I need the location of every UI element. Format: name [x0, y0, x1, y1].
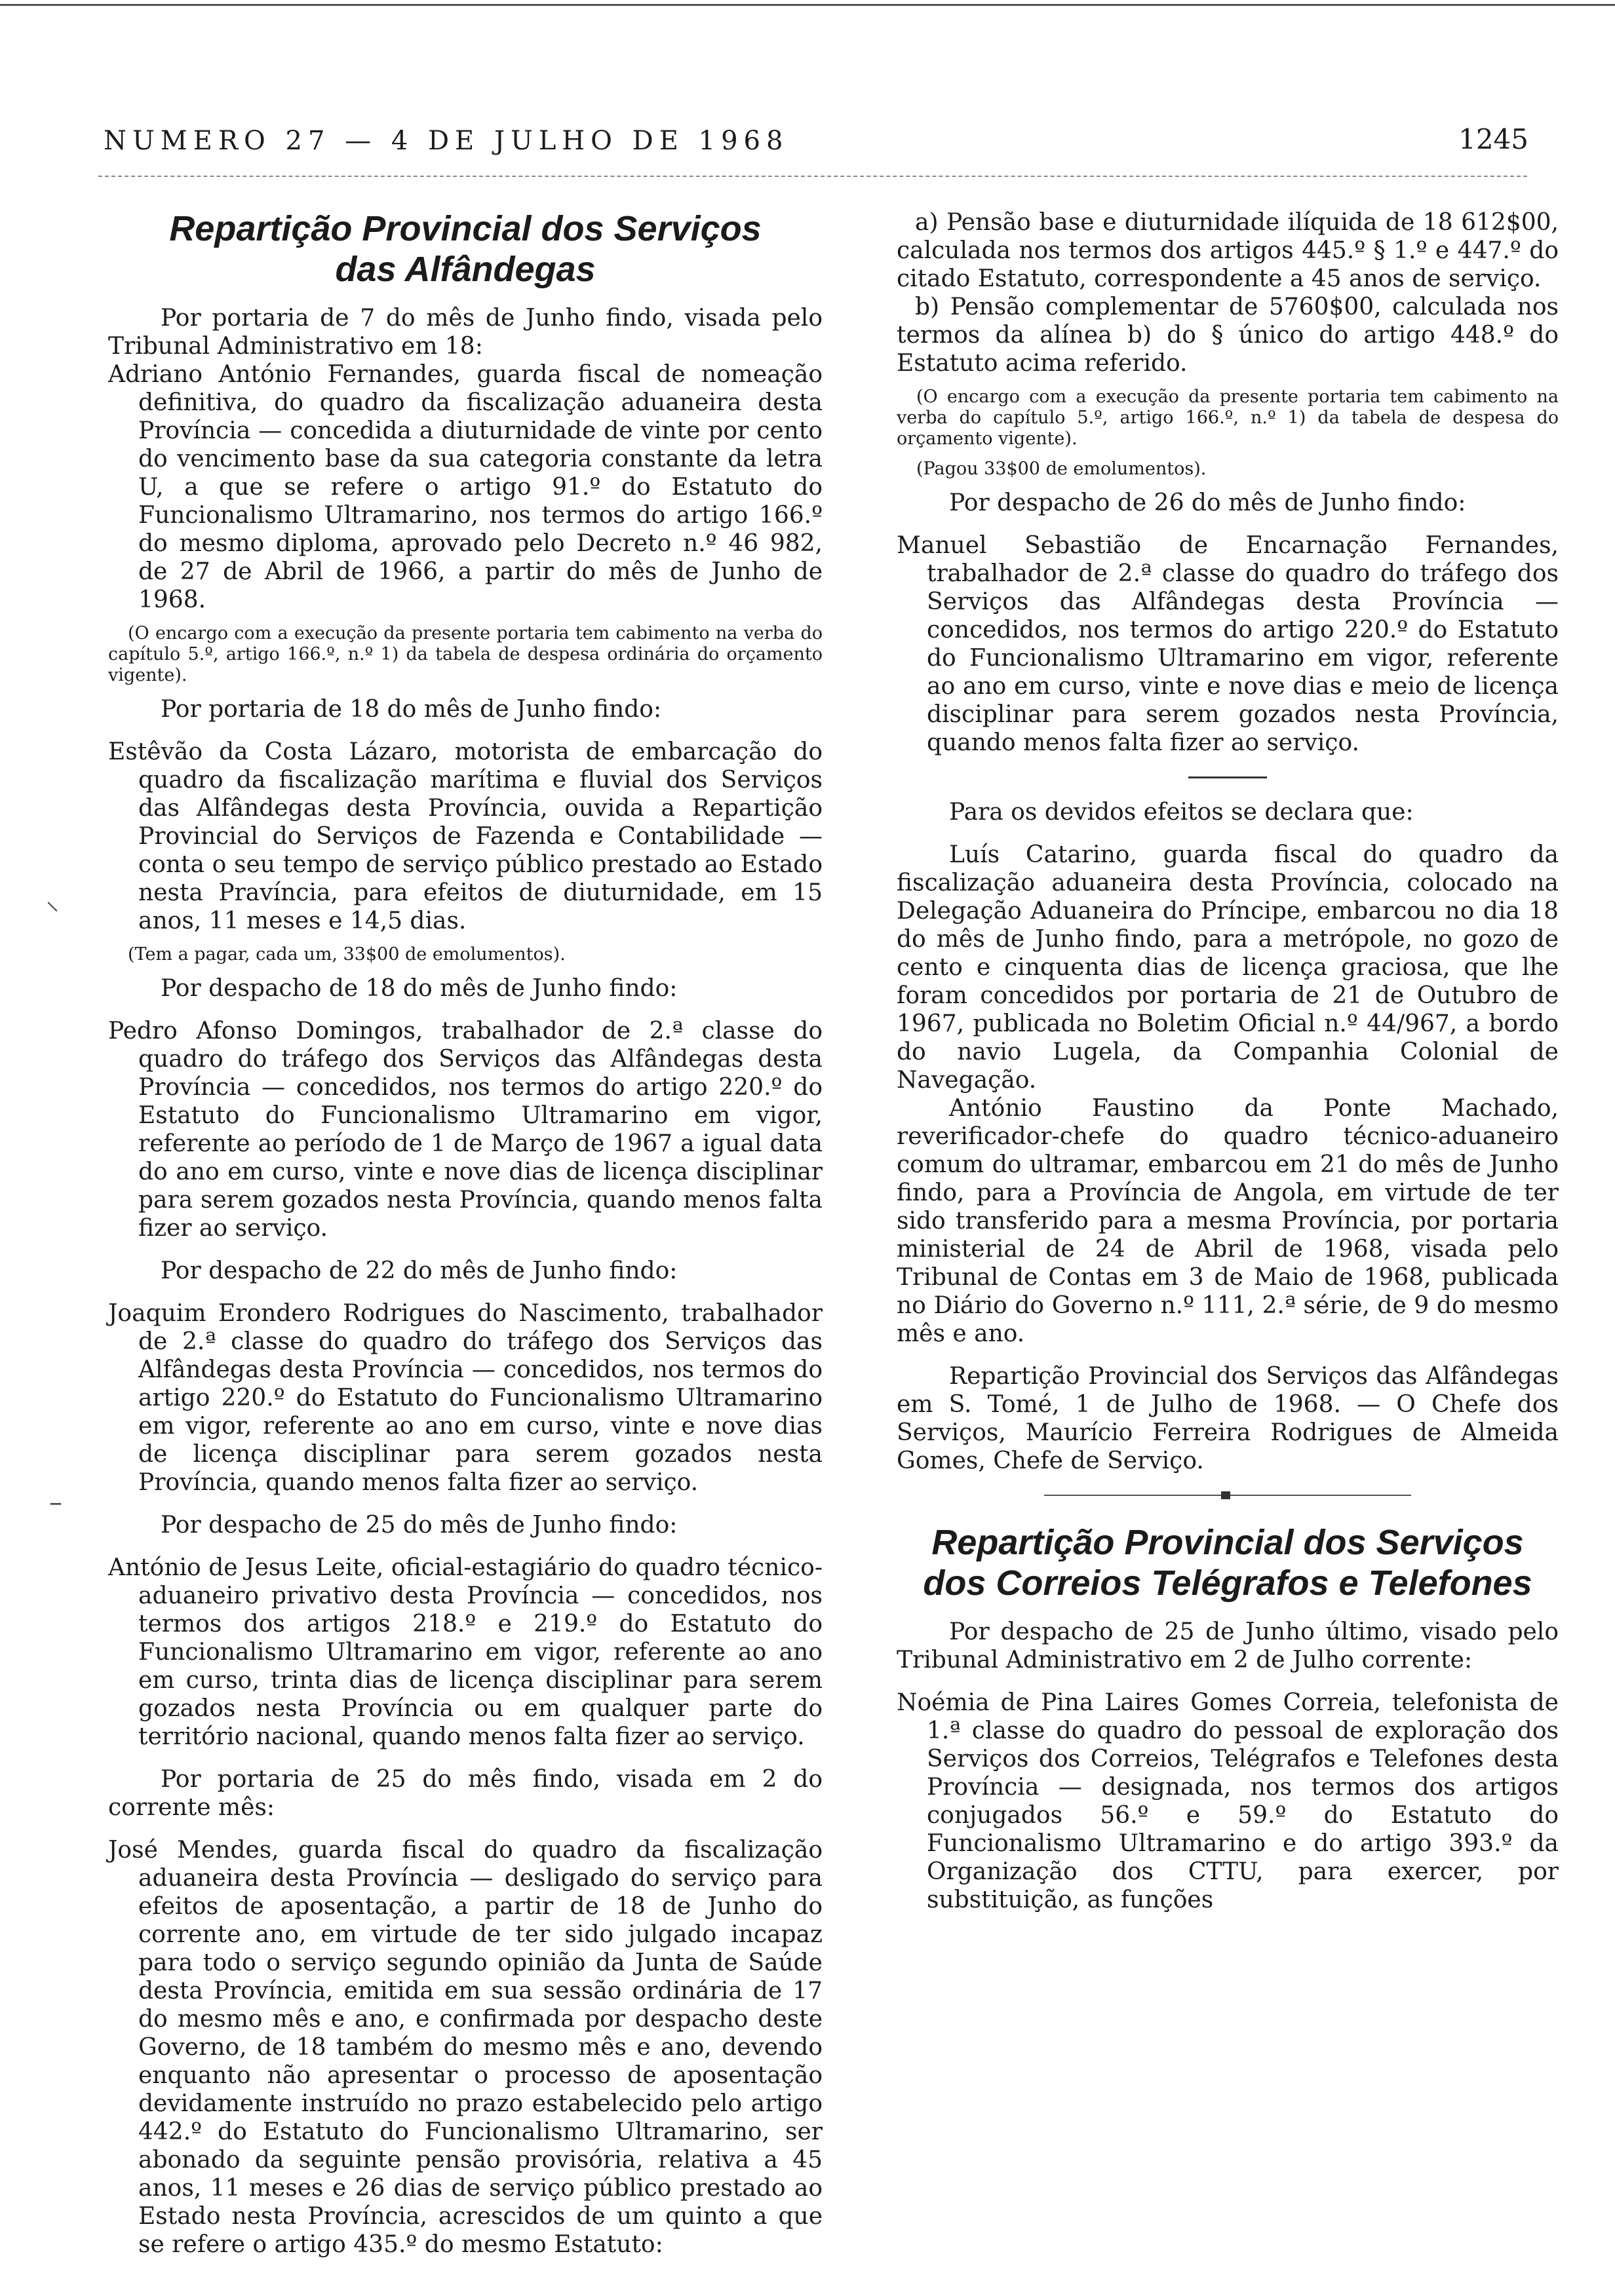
paragraph: Pedro Afonso Domingos, trabalhador de 2.ª classe do quadro do tráfego dos Serviços das Alfândegas desta Província — concedidos, nos termos do artigo 220.º do Estatuto do Funcionalismo Ultramarino em vigor, referente ao período de 1 de Março de 1967 a igual data do ano em curso, vinte e nove dias de licença disciplinar para serem gozados nesta Província, quando menos falta fizer ao serviço.: [108, 1018, 823, 1242]
right-column: [897, 208, 1559, 1914]
list-item-b: b) Pensão complementar de 5760$00, calculada nos termos da alínea b) do § único do artigo 448.º do Estatuto acima referido.: [897, 294, 1559, 377]
margin-mark-icon: ⸜: [46, 886, 59, 916]
paragraph: Luís Catarino, guarda fiscal do quadro da fiscalização aduaneira desta Província, colocado na Delegação Aduaneira do Príncipe, embarcou no dia 18 do mês de Junho findo, para a metrópole, no gozo de cento e cinquenta dias de licença graciosa, que lhe foram concedidos por portaria de 21 de Outubro de 1967, publicada no Boletim Oficial n.º 44/967, a bordo do navio Lugela, da Companhia Colonial de Navegação.: [897, 841, 1559, 1094]
margin-dash-icon: –: [49, 1487, 62, 1518]
paragraph: Por despacho de 18 do mês de Junho findo:: [161, 975, 678, 1002]
section-title-line-2: dos Correios Telégrafos e Telefones: [923, 1563, 1532, 1603]
paragraph: Adriano António Fernandes, guarda fiscal de nomeação definitiva, do quadro da fiscalização aduaneira desta Província — concedida a diuturnidade de vinte por cento do vencimento base da sua categoria constante da letra U, a que se refere o artigo 91.º do Estatuto do Funcionalismo Ultramarino, nos termos do artigo 166.º do mesmo diploma, aprovado pelo Decreto n.º 46 982, de 27 de Abril de 1966, a partir do mês de Junho de 1968.: [108, 361, 823, 613]
note: (Tem a pagar, cada um, 33$00 de emolumentos).: [128, 944, 566, 965]
separator-ornament-icon: [1221, 1491, 1230, 1499]
section-title-line-1: Repartição Provincial dos Serviços: [931, 1523, 1524, 1562]
paragraph: Por portaria de 18 do mês de Junho findo:: [161, 696, 662, 723]
list-item-a: a) Pensão base e diuturnidade ilíquida de 18 612$00, calculada nos termos dos artigos 445.º § 1.º e 447.º do citado Estatuto, correspondente a 45 anos de serviço.: [897, 209, 1559, 292]
paragraph: Por despacho de 25 de Junho último, visado pelo Tribunal Administrativo em 2 de Julho corrente:: [897, 1618, 1559, 1674]
note: (Pagou 33$00 de emolumentos).: [916, 459, 1207, 479]
paragraph: Por despacho de 25 do mês de Junho findo:: [161, 1512, 678, 1539]
paragraph: António de Jesus Leite, oficial-estagiário do quadro técnico-aduaneiro privativo desta Província — concedidos, nos termos dos artigos 218.º e 219.º do Estatuto do Funcionalismo Ultramarino em vigor, referente ao ano em curso, trinta dias de licença disciplinar para serem gozados nesta Província ou em qualquer parte do território nacional, quando menos falta fizer ao serviço.: [108, 1554, 823, 1750]
short-separator: [1188, 776, 1267, 778]
left-column: [108, 208, 823, 2259]
paragraph: Joaquim Erondero Rodrigues do Nascimento, trabalhador de 2.ª classe do quadro do tráfego dos Serviços das Alfândegas desta Província — concedidos, nos termos do artigo 220.º do Estatuto do Funcionalismo Ultramarino em vigor, referente ao ano em curso, vinte e nove dias de licença disciplinar para serem gozados nesta Província, quando menos falta fizer ao serviço.: [108, 1300, 823, 1496]
paragraph: Por portaria de 25 do mês findo, visada em 2 do corrente mês:: [108, 1766, 823, 1821]
scan-top-edge-line: [0, 4, 1615, 6]
note: (O encargo com a execução da presente portaria tem cabimento na verba do capítulo 5.º, artigo 166.º, n.º 1) da tabela de despesa do orçamento vigente).: [897, 387, 1559, 449]
issue-header: NUMERO 27 — 4 DE JULHO DE 1968: [104, 126, 789, 156]
paragraph: António Faustino da Ponte Machado, reverificador-chefe do quadro técnico-aduaneiro comum do ultramar, embarcou em 21 do mês de Junho findo, para a Província de Angola, em virtude de ter sido transferido para a mesma Província, por portaria ministerial de 24 de Abril de 1968, visada pelo Tribunal de Contas em 3 de Maio de 1968, publicada no Diário do Governo n.º 111, 2.ª série, de 9 do mesmo mês e ano.: [897, 1095, 1559, 1347]
paragraph: Para os devidos efeitos se declara que:: [949, 799, 1414, 826]
section-title-line-2: das Alfândegas: [335, 250, 596, 289]
paragraph: Por despacho de 26 do mês de Junho findo:: [949, 489, 1466, 516]
paragraph: Estêvão da Costa Lázaro, motorista de embarcação do quadro da fiscalização marítima e fluvial dos Serviços das Alfândegas desta Província, ouvida a Repartição Provincial do Serviços de Fazenda e Contabilidade — conta o seu tempo de serviço público prestado ao Estado nesta Pravíncia, para efeitos de diuturnidade, em 15 anos, 11 meses e 14,5 dias.: [108, 738, 823, 934]
paragraph: Por portaria de 7 do mês de Junho findo, visada pelo Tribunal Administrativo em 18:: [108, 305, 823, 360]
section-title-alfandegas: [108, 208, 823, 290]
paragraph: José Mendes, guarda fiscal do quadro da fiscalização aduaneira desta Província — desligado do serviço para efeitos de aposentação, a partir de 18 de Junho do corrente ano, em virtude de ter sido julgado incapaz para todo o serviço segundo opinião da Junta de Saúde desta Província, emitida em sua sessão ordinária de 17 do mesmo mês e ano, e confirmada por despacho deste Governo, de 18 também do mesmo mês e ano, devendo enquanto não apresentar o processo de aposentação devidamente instruído no prazo estabelecido pelo artigo 442.º do Estatuto do Funcionalismo Ultramarino, ser abonado da seguinte pensão provisória, relativa a 45 anos, 11 meses e 26 dias de serviço público prestado ao Estado nesta Província, acrescidos de um quinto a que se refere o artigo 435.º do mesmo Estatuto:: [108, 1837, 823, 2258]
paragraph: Por despacho de 22 do mês de Junho findo:: [161, 1257, 678, 1284]
note: (O encargo com a execução da presente portaria tem cabimento na verba do capítulo 5.º, artigo 166.º, n.º 1) da tabela de despesa ordinária do orçamento vigente).: [108, 623, 823, 685]
paragraph: Noémia de Pina Laires Gomes Correia, telefonista de 1.ª classe do quadro do pessoal de exploração dos Serviços dos Correios, Telégrafos e Telefones desta Província — designada, nos termos dos artigos conjugados 56.º e 59.º do Estatuto do Funcionalismo Ultramarino e do artigo 393.º da Organização dos CTTU, para exercer, por substituição, as funções: [897, 1689, 1559, 1913]
paragraph: Repartição Provincial dos Serviços das Alfândegas em S. Tomé, 1 de Julho de 1968. — O Chefe dos Serviços, Maurício Ferreira Rodrigues de Almeida Gomes, Chefe de Serviço.: [897, 1363, 1559, 1474]
section-separator: [1044, 1495, 1411, 1496]
section-title-line-1: Repartição Provincial dos Serviços: [169, 209, 762, 248]
paragraph: Manuel Sebastião de Encarnação Fernandes, trabalhador de 2.ª classe do quadro do tráfego dos Serviços das Alfândegas desta Província — concedidos, nos termos do artigo 220.º do Estatuto do Funcionalismo Ultramarino em vigor, referente ao ano em curso, vinte e nove dias e meio de licença disciplinar para serem gozados nesta Província, quando menos falta fizer ao serviço.: [897, 532, 1559, 756]
section-title-correios: [897, 1522, 1559, 1603]
page-number: 1245: [1458, 123, 1528, 155]
header-rule: [98, 176, 1527, 177]
